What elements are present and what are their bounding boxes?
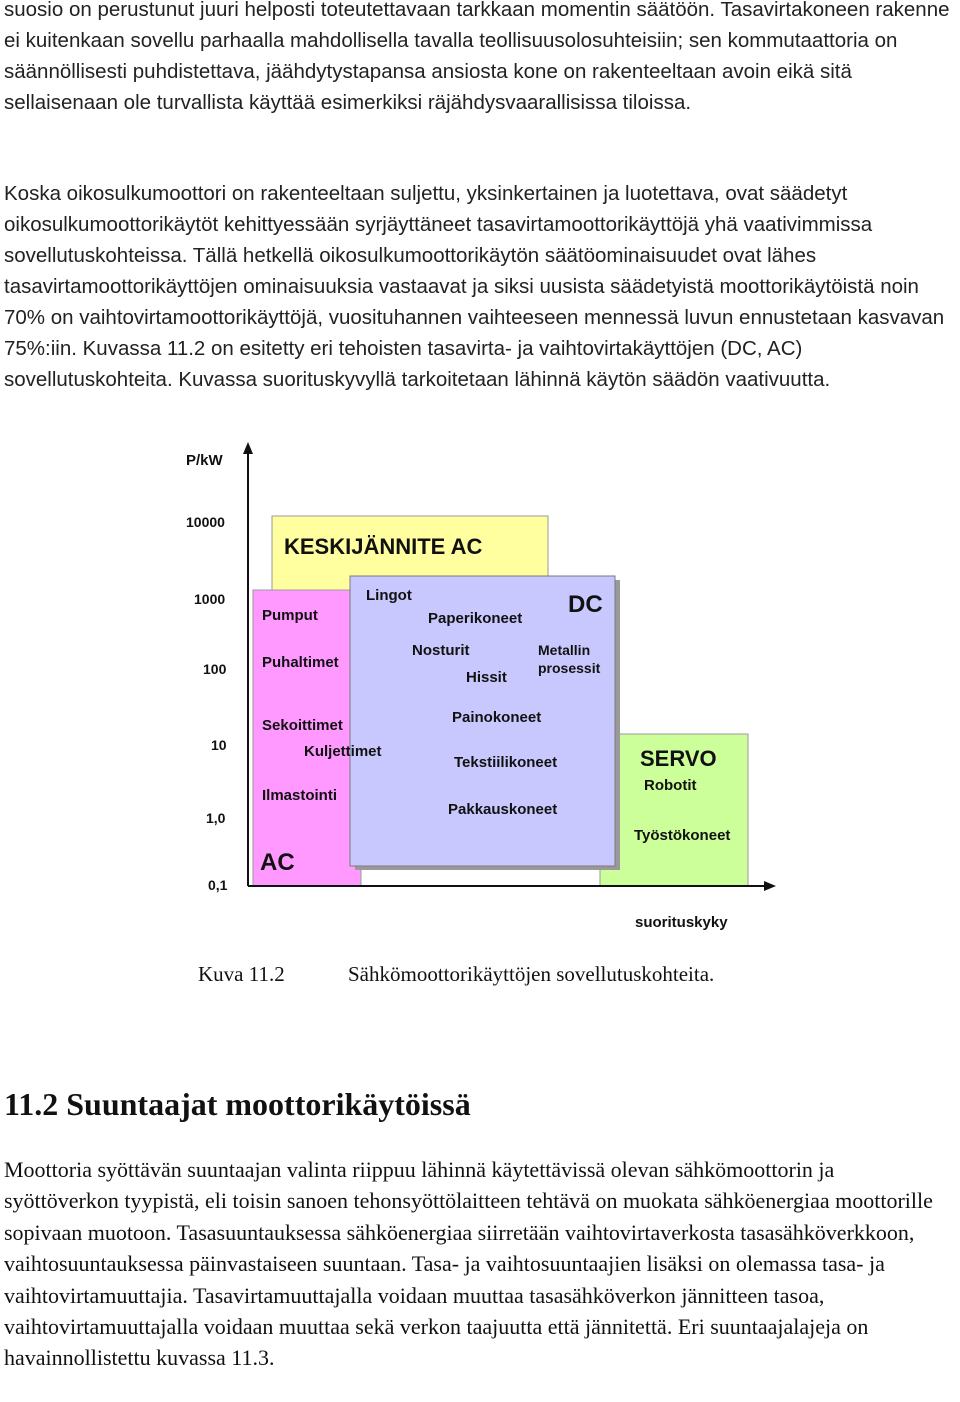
dc-item-elevators: Hissit — [466, 669, 507, 686]
dc-item-ingots: Lingot — [366, 587, 412, 604]
dc-item-metal-processes-line2: prosessit — [538, 660, 601, 676]
drive-application-figure — [170, 438, 790, 943]
servo-item-machine-tools: Työstökoneet — [634, 827, 731, 844]
ac-region — [253, 590, 361, 886]
x-axis-label: suorituskyky — [635, 914, 728, 931]
ac-title: AC — [260, 849, 295, 876]
servo-item-robots: Robotit — [644, 777, 697, 794]
y-tick-10: 10 — [211, 737, 227, 753]
ac-item-pumps: Pumput — [262, 607, 318, 624]
dc-item-cranes: Nosturit — [412, 642, 470, 659]
figure-caption-number: Kuva 11.2 — [198, 962, 285, 986]
y-tick-100: 100 — [203, 661, 227, 677]
dc-item-printing-presses: Painokoneet — [452, 709, 542, 726]
body-paragraph: Koska oikosulkumoottori on rakenteeltaan suljettu, yksinkertainen ja luotettava, ovat säädetyt oikosulkumoottorikäytöt kehittyessään syrjäyttäneet tasavirtamoottorikäyttöjä yhä vaativimmissa sovellutuskohteissa. Tällä hetkellä oikosulkumoottorikäytön säätöominaisuudet ovat lähes tasavirtamoottorikäyttöjen ominaisuuksia vastaavat ja siksi uusista säädetyistä moottorikäytöistä noin 70% on vaihtovirtamoottorikäyttöjä, vuosituhannen vaihteeseen mennessä luvun ennustetaan kasvavan 75%:iin. Kuvassa 11.2 on esitetty eri tehoisten tasavirta- ja vaihtovirtakäyttöjen (DC, AC) sovellutuskohteita. Kuvassa suorituskyvyllä tarkoitetaan lähinnä käytön säädön vaativuutta. — [4, 182, 945, 391]
section-paragraph: Moottoria syöttävän suuntaajan valinta riippuu lähinnä käytettävissä olevan sähkömoottorin ja syöttöverkon tyypistä, eli toisin sanoen tehonsyöttölaitteen tehtävä on muokata sähköenergiaa moottorille sopivaan muotoon. Tasasuuntauksessa sähköenergiaa siirretään vaihtovirtaverkosta tasasähköverkkoon, vaihtosuuntauksessa päinvastaiseen suuntaan. Tasa- ja vaihtosuuntaajien lisäksi on olemassa tasa- ja vaihtovirtamuuttajia. Tasavirtamuuttajalla voidaan muuttaa tasasähköverkon jännitteen tasoa, vaihtovirtamuuttajalla voidaan muuttaa sekä verkon taajuutta että jännitettä. Eri suuntaajalajeja on havainnollistettu kuvassa 11.3. — [4, 1157, 933, 1371]
dc-item-textile-machines: Tekstiilikoneet — [454, 754, 558, 771]
y-tick-10000: 10000 — [186, 514, 225, 530]
y-tick-0-1: 0,1 — [208, 877, 228, 893]
ac-item-fans: Puhaltimet — [262, 654, 339, 671]
dc-item-paper-machines: Paperikoneet — [428, 610, 523, 627]
x-axis-arrow — [764, 881, 776, 891]
y-axis-label: P/kW — [186, 452, 223, 469]
ac-item-mixers: Sekoittimet — [262, 717, 343, 734]
y-tick-1-0: 1,0 — [206, 810, 226, 826]
ac-item-hvac: Ilmastointi — [262, 787, 338, 804]
dc-item-metal-processes-text: Metallin — [538, 642, 591, 658]
y-tick-1000: 1000 — [194, 591, 226, 607]
medium-voltage-title: KESKIJÄNNITE AC — [284, 534, 483, 559]
intro-paragraph: suosio on perustunut juuri helposti toteutettavaan tarkkaan momentin säätöön. Tasavirtakoneen rakenne ei kuitenkaan sovellu parhaalla mahdollisella tavalla teollisuusolosuhteisiin; sen kommutaattoria on säännöllisesti puhdistettava, jäähdytystapansa ansiosta kone on rakenteeltaan avoin eikä sitä sellaisenaan ole turvallista käyttää esimerkiksi räjähdysvaarallisissa tiloissa. — [4, 0, 950, 114]
section-heading: 11.2 Suuntaajat moottorikäytöissä — [4, 1086, 471, 1122]
conveyors-label: Kuljettimet — [304, 743, 382, 760]
y-axis-arrow — [243, 442, 253, 454]
servo-title: SERVO — [640, 746, 717, 771]
dc-title: DC — [568, 591, 603, 618]
dc-item-packaging-machines: Pakkauskoneet — [448, 801, 558, 818]
figure-caption-text: Sähkömoottorikäyttöjen sovellutuskohteita. — [348, 962, 715, 986]
